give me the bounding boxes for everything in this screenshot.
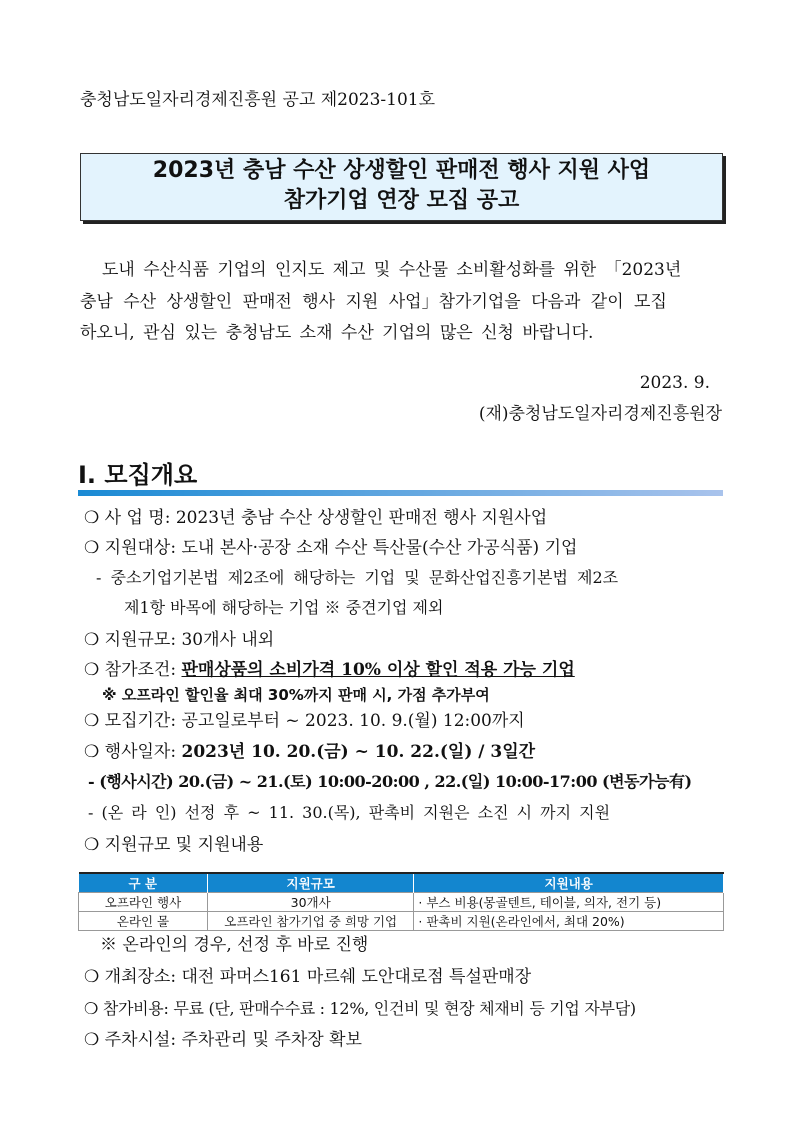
table-cell: 30개사 [208, 893, 414, 912]
table-header: 구 분 [79, 873, 208, 893]
item-event-time: - (행사시간) 20.(금) ~ 21.(토) 10:00-20:00 , 22.(일) 10:00-17:00 (변동가능有) [88, 772, 692, 791]
item-parking: 주차시설: 주차관리 및 주차장 확보 [104, 1030, 362, 1050]
table-cell: 오프라인 참가기업 중 희망 기업 [208, 912, 414, 931]
section-heading: Ⅰ. 모집개요 [78, 461, 198, 489]
bullet-icon: ❍ [84, 835, 100, 855]
table-row [79, 912, 724, 931]
bullet-icon: ❍ [84, 999, 99, 1018]
online-note: ※ 온라인의 경우, 선정 후 바로 진행 [100, 935, 369, 955]
bullet-icon: ❍ [84, 1030, 100, 1050]
table-header-row [79, 873, 724, 893]
item-target-sub-2: 제1항 바목에 해당하는 기업 ※ 중견기업 제외 [124, 598, 444, 617]
item-online-period: - (온 라 인) 선정 후 ~ 11. 30.(목), 판촉비 지원은 소진 시 까지 지원 [88, 803, 611, 822]
date: 2023. 9. [639, 373, 710, 393]
title-line-2: 참가기업 연장 모집 공고 [283, 188, 520, 213]
table-cell: 오프라인 행사 [79, 893, 208, 912]
item-project-name: 사 업 명: 2023년 충남 수산 상생할인 판매전 행사 지원사업 [104, 508, 548, 528]
bullet-icon: ❍ [84, 711, 100, 731]
intro-line-1: 도내 수산식품 기업의 인지도 제고 및 수산물 소비활성화를 위한 「2023년 [102, 260, 682, 280]
title-box [80, 153, 723, 221]
intro-line-2: 충남 수산 상생할인 판매전 행사 지원 사업」참가기업을 다음과 같이 모집 [80, 292, 667, 312]
item-event-label: 행사일자: [104, 742, 182, 762]
title-line-1: 2023년 충남 수산 상생할인 판매전 행사 지원 사업 [152, 158, 651, 183]
item-condition-note: ※ 오프라인 할인율 최대 30%까지 판매 시, 가점 추가부여 [102, 686, 490, 704]
item-event-value: 2023년 10. 20.(금) ~ 10. 22.(일) / 3일간 [181, 742, 536, 762]
item-target-sub-1: - 중소기업기본법 제2조에 해당하는 기업 및 문화산업진흥기본법 제2조 [96, 568, 619, 587]
bullet-icon: ❍ [84, 508, 100, 528]
table-cell: · 부스 비용(몽골텐트, 테이블, 의자, 전기 등) [414, 893, 724, 912]
bullet-icon: ❍ [84, 660, 100, 680]
table-cell: 온라인 몰 [79, 912, 208, 931]
item-venue: 개최장소: 대전 파머스161 마르쉐 도안대로점 특설판매장 [104, 967, 532, 987]
item-period: 모집기간: 공고일로부터 ~ 2023. 10. 9.(월) 12:00까지 [104, 711, 525, 731]
bullet-icon: ❍ [84, 538, 100, 558]
issuer: (재)충청남도일자리경제진흥원장 [478, 404, 722, 424]
table-cell: · 판촉비 지원(온라인에서, 최대 20%) [414, 912, 724, 931]
item-support: 지원규모 및 지원내용 [104, 835, 264, 855]
intro-line-3: 하오니, 관심 있는 충청남도 소재 수산 기업의 많은 신청 바랍니다. [80, 323, 594, 343]
bullet-icon: ❍ [84, 967, 100, 987]
item-target: 지원대상: 도내 본사·공장 소재 수산 특산물(수산 가공식품) 기업 [104, 538, 578, 558]
table-header: 지원내용 [414, 873, 724, 893]
bullet-icon: ❍ [84, 630, 100, 650]
table-header: 지원규모 [208, 873, 414, 893]
support-table [78, 872, 724, 931]
item-scale: 지원규모: 30개사 내외 [104, 630, 275, 650]
bullet-icon: ❍ [84, 742, 100, 762]
heading-divider [78, 490, 723, 496]
item-condition-label: 참가조건: [104, 660, 182, 680]
announcement-number: 충청남도일자리경제진흥원 공고 제2023-101호 [80, 90, 436, 110]
item-fee: 참가비용: 무료 (단, 판매수수료 : 12%, 인건비 및 현장 체재비 등 기업 자부담) [102, 999, 636, 1018]
item-condition-value: 판매상품의 소비가격 10% 이상 할인 적용 가능 기업 [181, 660, 575, 680]
table-row [79, 893, 724, 912]
